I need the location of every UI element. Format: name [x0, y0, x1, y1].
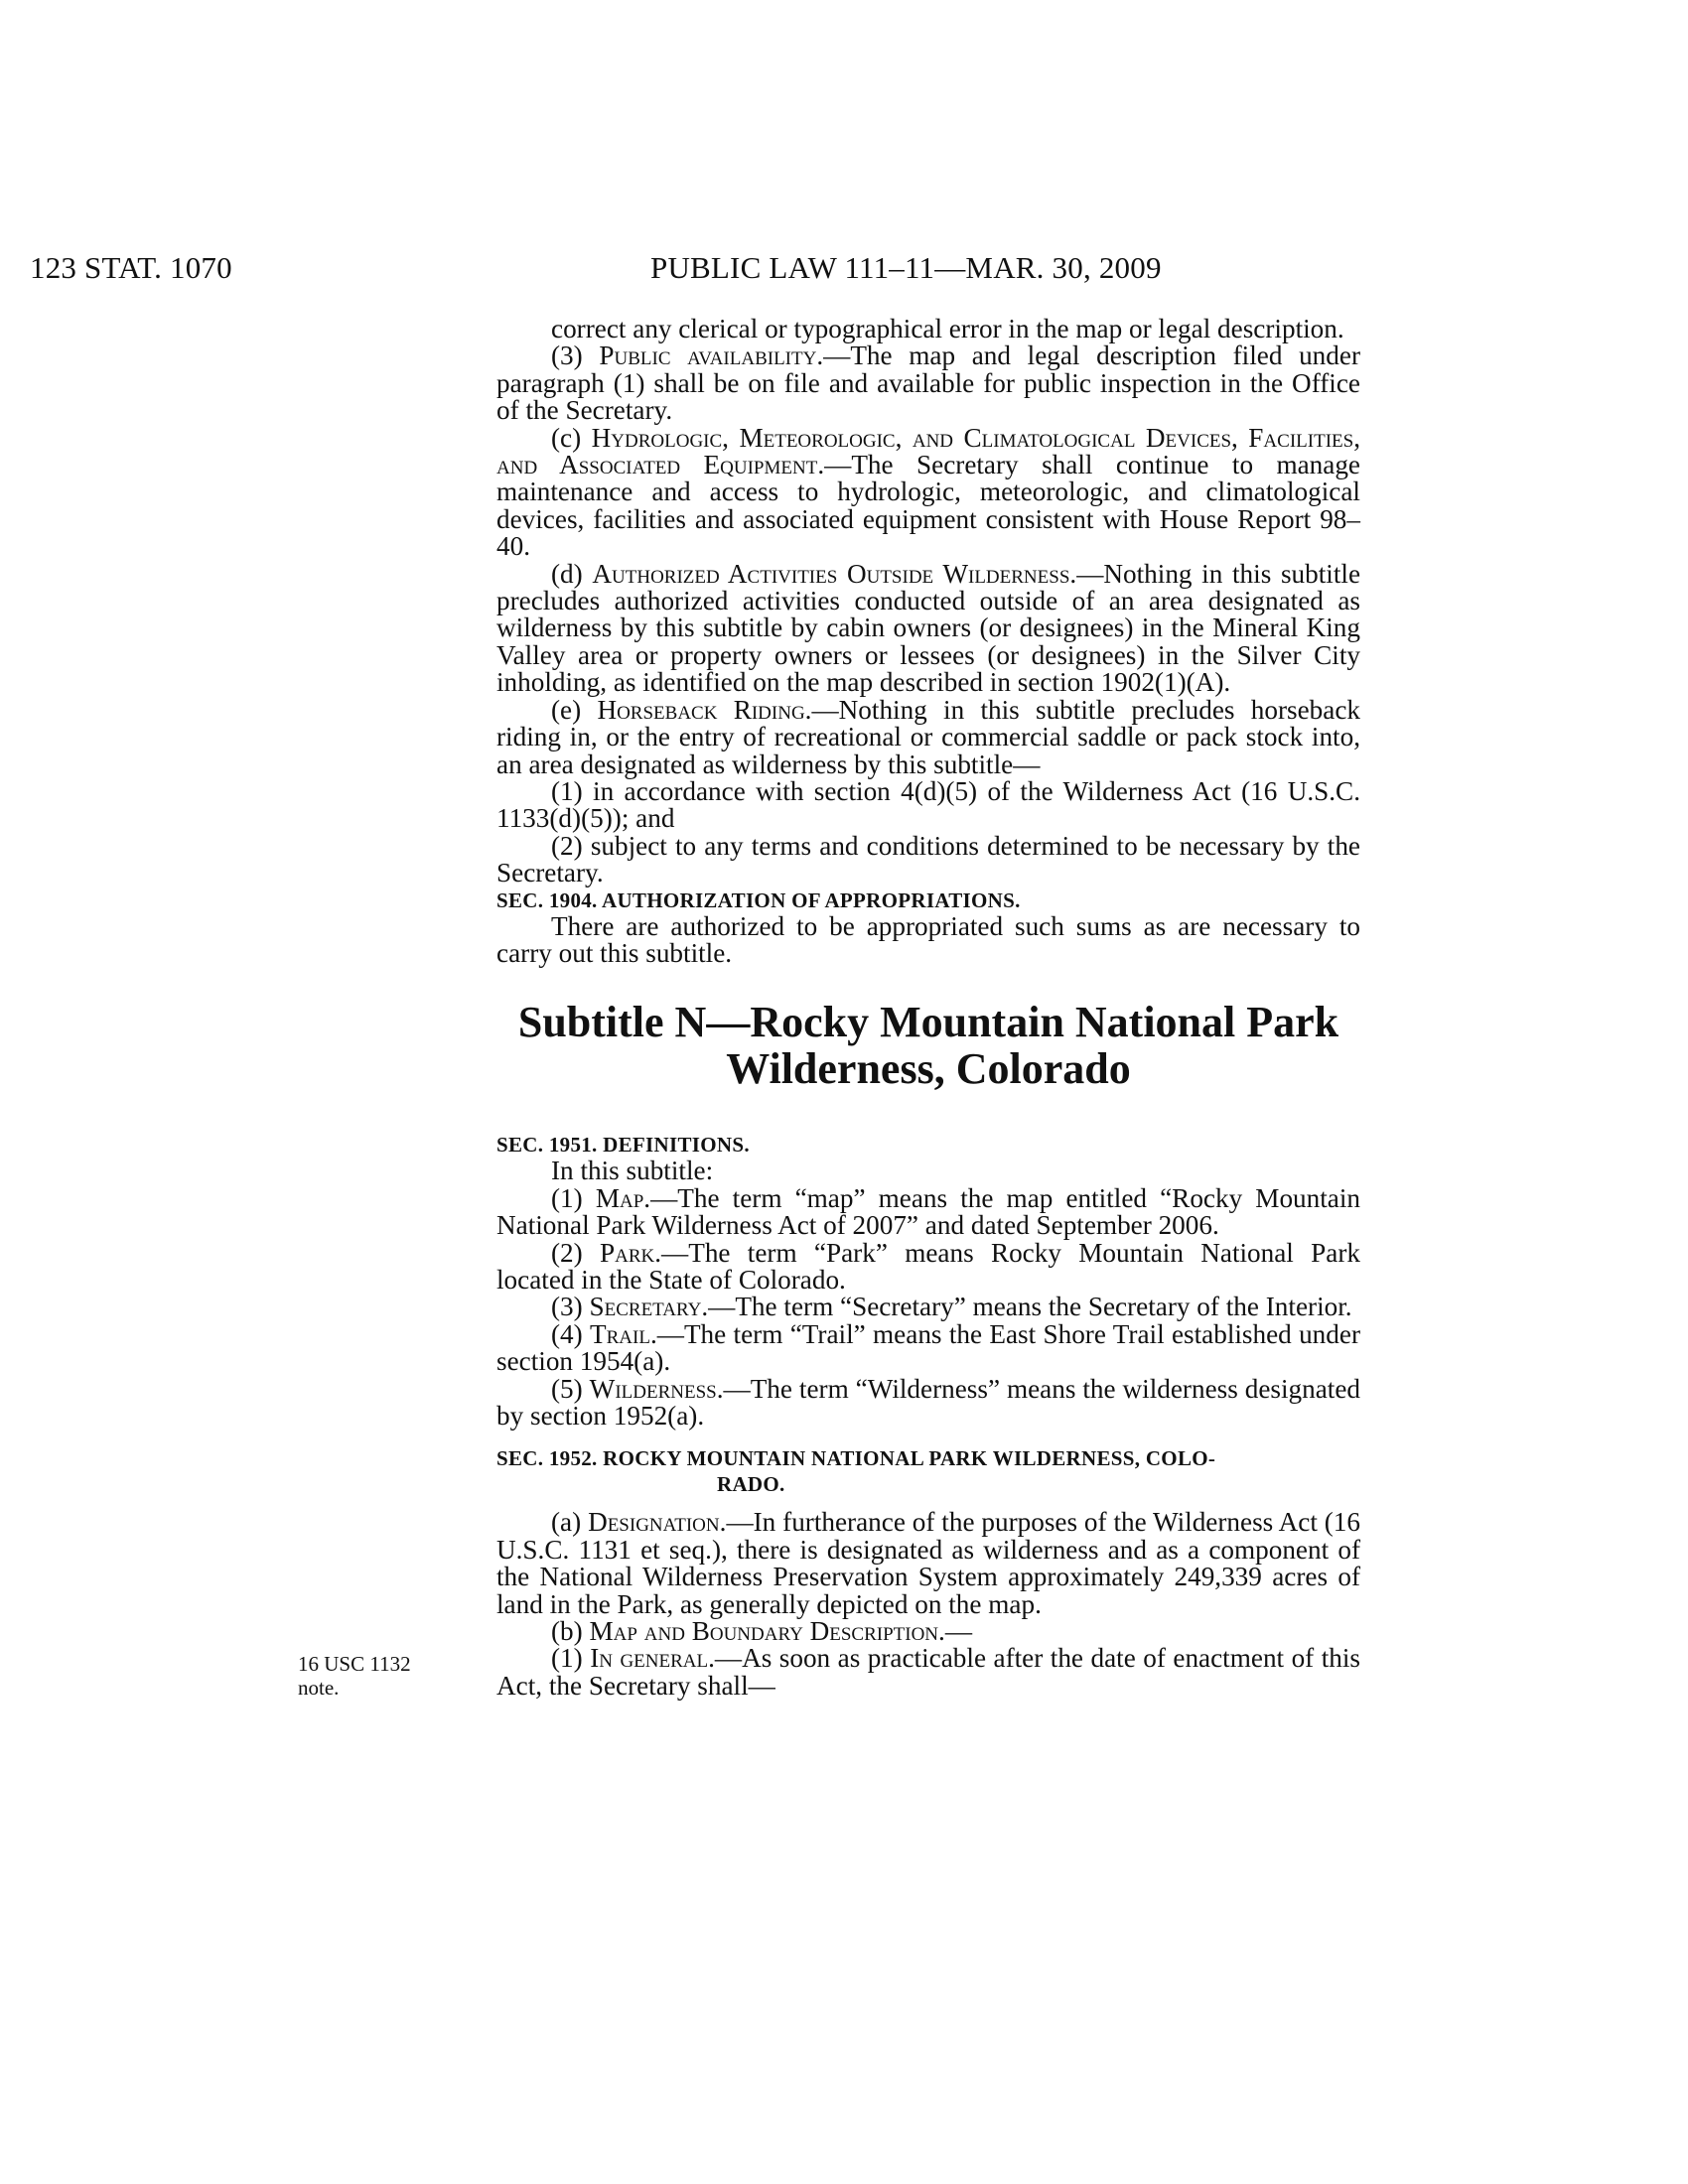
paragraph-designation: (a) Designation.—In furtherance of the purposes of the Wilderness Act (16 U.S.C. 1131 et seq.), there is designated as wilderness and as a component of the National Wilderness Preservation System approximately 249,339 acres of land in the Park, as generally depicted on the map.: [496, 1507, 1360, 1619]
paragraph-hydrologic-devices: (c) Hydrologic, Meteorologic, and Climatological Devices, Facilities, and Associated Equipment.—The Secretary shall continue to manage maintenance and access to hydrologic, meteorologic, and climatological devices, facilities and associated equipment consistent with House Report 98–40.: [496, 422, 1360, 562]
paragraph-continuation: correct any clerical or typographical error in the map or legal description.: [551, 314, 1344, 343]
definition-map: (1) Map.—The term “map” means the map entitled “Rocky Mountain National Park Wilderness Act of 2007” and dated September 2006.: [496, 1182, 1361, 1241]
subtitle-heading: [496, 999, 1360, 1092]
paragraph-public-availability: (3) Public availability.—The map and legal description filed under paragraph (1) shall be on file and available for public inspection in the Office of the Secretary.: [496, 341, 1360, 426]
paragraph-horseback-riding: (e) Horseback Riding.—Nothing in this subtitle precludes horseback riding in, or the entry of recreational or commercial saddle or pack stock into, an area designated as wilderness by this subtitle—: [496, 694, 1360, 779]
definition-park: (2) Park.—The term “Park” means Rocky Mountain National Park located in the State of Colorado.: [496, 1237, 1360, 1295]
section-heading-1952-line-2: RADO.: [717, 1472, 785, 1497]
paragraph-in-general: (1) In general.—As soon as practicable after the date of enactment of this Act, the Secretary shall—: [496, 1643, 1360, 1701]
paragraph-appropriations: There are authorized to be appropriated such sums as are necessary to carry out this subtitle.: [496, 910, 1360, 968]
public-law-citation: PUBLIC LAW 111–11—MAR. 30, 2009: [650, 250, 1162, 285]
paragraph-item-1: (1) in accordance with section 4(d)(5) of the Wilderness Act (16 U.S.C. 1133(d)(5)); and: [496, 775, 1360, 834]
margin-note: [298, 1652, 437, 1700]
document-body: [496, 316, 1360, 1700]
margin-note-suffix: note.: [298, 1676, 340, 1700]
section-heading-1904: SEC. 1904. AUTHORIZATION OF APPROPRIATIONS.: [496, 887, 1021, 912]
subtitle-line-2: Wilderness, Colorado: [726, 1044, 1131, 1094]
margin-note-usc: 16 USC 1132: [298, 1652, 411, 1676]
paragraph-item-2: (2) subject to any terms and conditions determined to be necessary by the Secretary.: [496, 830, 1360, 888]
section-heading-1951: SEC. 1951. DEFINITIONS.: [496, 1133, 750, 1158]
section-heading-1952-line-1: SEC. 1952. ROCKY MOUNTAIN NATIONAL PARK WILDERNESS, COLO-: [496, 1446, 1216, 1471]
paragraph-in-this-subtitle: In this subtitle:: [551, 1156, 714, 1186]
paragraph-authorized-activities: (d) Authorized Activities Outside Wilderness.—Nothing in this subtitle precludes authorized activities conducted outside of an area designated as wilderness by this subtitle by cabin owners (or designees) in the Mineral King Valley area or property owners or lessees (or designees) in the Silver City inholding, as identified on the map described in section 1902(1)(A).: [496, 558, 1361, 698]
definition-secretary: (3) Secretary.—The term “Secretary” means the Secretary of the Interior.: [551, 1292, 1352, 1322]
stat-page-number: 123 STAT. 1070: [30, 250, 232, 285]
subtitle-line-1: Subtitle N—Rocky Mountain National Park: [517, 998, 1339, 1047]
definition-wilderness: (5) Wilderness.—The term “Wilderness” means the wilderness designated by section 1952(a).: [496, 1373, 1361, 1431]
section-heading-1952: [496, 1445, 1360, 1497]
definition-trail: (4) Trail.—The term “Trail” means the East Shore Trail established under section 1954(a).: [496, 1318, 1360, 1377]
paragraph-map-boundary: (b) Map and Boundary Description.—: [551, 1616, 973, 1647]
